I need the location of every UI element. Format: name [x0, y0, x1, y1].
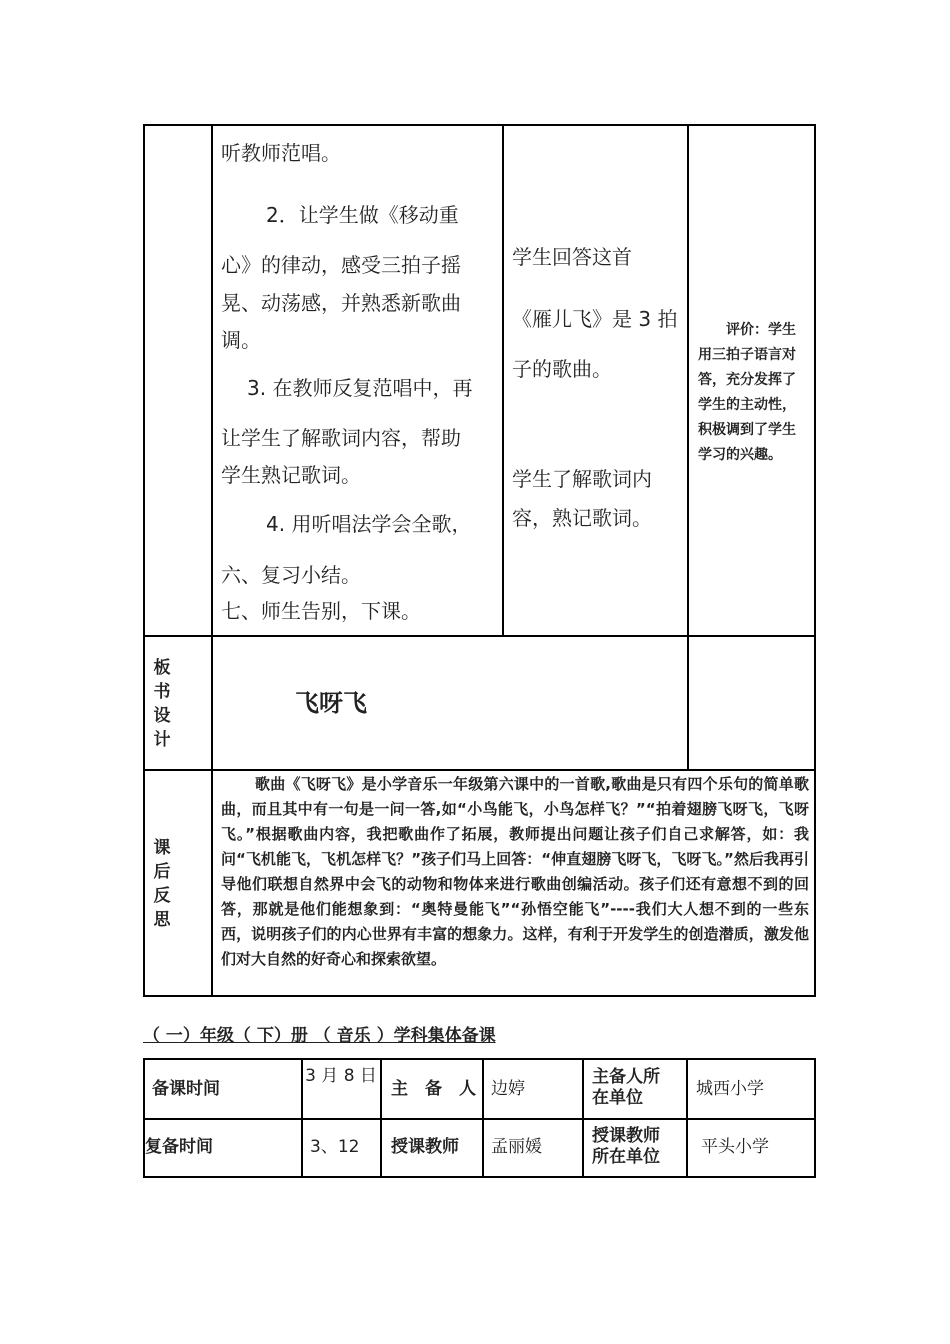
- reflection-text: 歌曲《飞呀飞》是小学音乐一年级第六课中的一首歌,歌曲是只有四个乐句的简单歌曲，而且其中有一句是一问一答,如“小鸟能飞，小鸟怎样飞？”“拍着翅膀飞呀飞，飞呀飞。”根据歌曲内容，我把歌曲作了拓展，教师提出问题让孩子们自己求解答，如：我问“飞机能飞，飞机怎样飞？”孩子们马上回答：“伸直翅膀飞呀飞，飞呀飞。”然后我再引导他们联想自然界中会飞的动物和物体来进行歌曲创编活动。孩子们还有意想不到的回答，那就是他们能想象到：“奥特曼能飞”“孙悟空能飞”----我们大人想不到的一些东西，说明孩子们的内心世界有丰富的想象力。这样，有利于开发学生的创造潜质，激发他们对大自然的好奇心和探索欲望。: [221, 775, 809, 968]
- board-design-label: 板书设计: [153, 658, 171, 750]
- teacher-line: 2．让学生做《移动重: [266, 203, 459, 227]
- teacher-line: 听教师范唱。: [221, 141, 341, 165]
- teacher-line: 3. 在教师反复范唱中，再: [247, 376, 473, 400]
- reflection-label: 课后反思: [153, 838, 171, 930]
- student-line: 学生了解歌词内: [512, 467, 652, 491]
- lecturer-unit-label: 授课教师所在单位: [592, 1126, 660, 1167]
- student-line: 容，熟记歌词。: [512, 506, 652, 530]
- lead-preparer-unit-label: 主备人所在单位: [592, 1067, 660, 1108]
- prep-time-value: 3 月 8 日: [305, 1066, 377, 1086]
- teacher-line: 六、复习小结。: [221, 563, 361, 587]
- review-time-label: 复备时间: [145, 1137, 213, 1157]
- teacher-line: 4. 用听唱法学会全歌，: [266, 512, 472, 536]
- evaluation-note: 评价：学生用三拍子语言对答，充分发挥了学生的主动性，积极调到了学生学习的兴趣。: [698, 322, 796, 463]
- student-line: 子的歌曲。: [512, 357, 612, 381]
- student-line: 学生回答这首: [512, 245, 632, 269]
- lead-preparer-unit-value: 城西小学: [696, 1079, 764, 1099]
- board-design-content: 飞呀飞: [295, 689, 367, 717]
- teacher-line: 心》的律动，感受三拍子摇: [221, 253, 461, 277]
- teacher-line: 调。: [221, 328, 261, 352]
- teacher-line: 学生熟记歌词。: [221, 463, 361, 487]
- section-heading: （ 一）年级（ 下）册 （ 音乐 ）学科集体备课: [143, 1026, 496, 1046]
- teacher-line: 晃、动荡感，并熟悉新歌曲: [221, 291, 461, 315]
- lecturer-value: 孟丽媛: [491, 1137, 542, 1157]
- lecturer-label: 授课教师: [391, 1137, 459, 1157]
- lead-preparer-value: 边婷: [491, 1079, 525, 1099]
- prep-time-label: 备课时间: [152, 1079, 220, 1099]
- teacher-line: 让学生了解歌词内容，帮助: [221, 426, 461, 450]
- lead-preparer-label: 主 备 人: [391, 1079, 476, 1099]
- review-time-value: 3、12: [310, 1137, 360, 1157]
- teacher-line: 七、师生告别，下课。: [221, 599, 421, 623]
- student-line: 《雁儿飞》是 3 拍: [512, 307, 678, 331]
- lecturer-unit-value: 平头小学: [701, 1137, 769, 1157]
